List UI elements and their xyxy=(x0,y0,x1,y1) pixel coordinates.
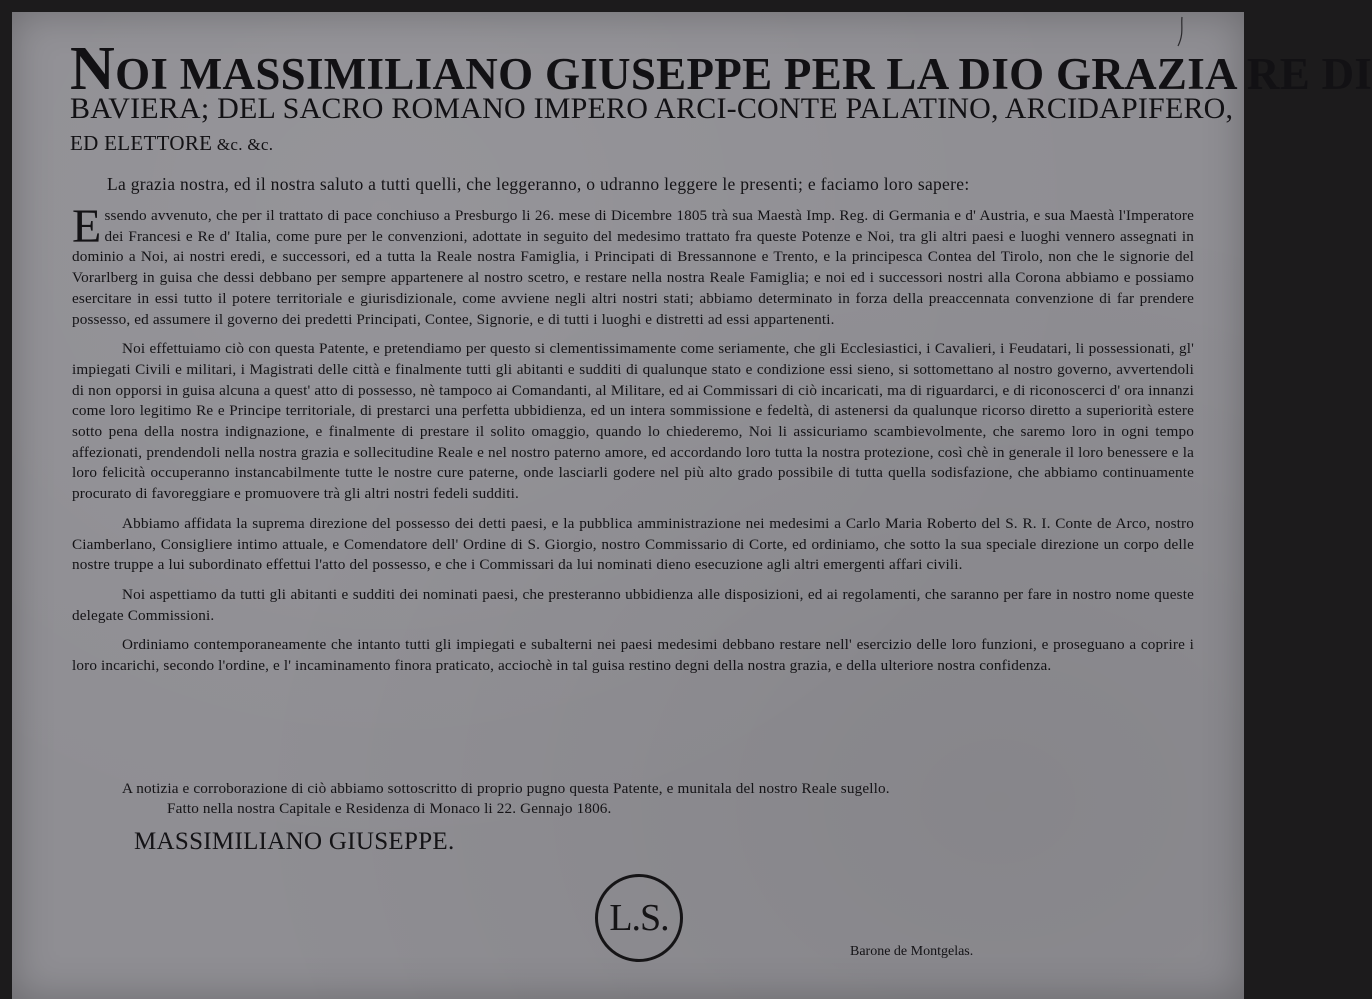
paragraph-4: Noi aspettiamo da tutti gli abitanti e sudditi dei nominati paesi, che presteranno ubbidienza alle disposizioni, ed ai regolamenti, che saranno per fare in nostro nome queste delegate Commissioni. xyxy=(72,585,1194,624)
paragraph-5: Ordiniamo contemporaneamente che intanto tutti gli impiegati e subalterni nei paesi medesimi debbano restare nell' esercizio delle loro funzioni, e proseguano a coprire i loro incarichi, secondo l'ordine, e l' incaminamento finora praticato, acciochè in tal guisa restino degni della nostra grazia, e della ulteriore nostra confidenza. xyxy=(72,636,1194,675)
dated-line: Fatto nella nostra Capitale e Residenza di Monaco li 22. Gennajo 1806. xyxy=(167,800,612,817)
royal-signature: MASSIMILIANO GIUSEPPE. xyxy=(134,828,455,855)
document-sheet xyxy=(12,12,1372,999)
title-initial: N xyxy=(70,35,116,103)
title-line-2: BAVIERA; DEL SACRO ROMANO IMPERO ARCI-CONTE PALATINO, ARCIDAPIFERO, xyxy=(70,92,1234,125)
paragraph-1-text: ssendo avvenuto, che per il trattato di pace conchiuso a Presburgo li 26. mese di Dicembre 1805 trà sua Maestà Imp. Reg. di Germania e d' Austria, e sua Maestà l'Imperatore dei Francesi e Re d' Italia, come pure per le convenzioni, adottate in seguito del medesimo trattato fra queste Potenze e Noi, tra gli altri paesi e luoghi vennero assegnati in dominio a Noi, ai nostri eredi, e successori, ed a tutta la Reale nostra Famiglia, i Principati di Bressannone e Trento, e la principesca Contea del Tirolo, non che le signorie del Vorarlberg in guisa che dessi debbano per sempre appartenere al nostro scetro, e restare nella nostra Reale Famiglia; e noi ed i successori nostri alla Corona abbiamo e possiamo esercitare in essi tutto il potere territoriale e giurisdizionale, come avviene negli altri nostri stati; abbiamo determinato in forza della preaccennata convenzione di far prendere possesso, ed assumere il governo dei predetti Principati, Contee, Signorie, e di tutti i luoghi e distretti ad essi appartenenti. xyxy=(72,207,1194,328)
title-line-3-tail: &c. &c. xyxy=(212,135,274,154)
ink-mark-icon xyxy=(1172,16,1188,50)
title-line-1-text: OI MASSIMILIANO GIUSEPPE PER LA DIO GRAZIA RE DI xyxy=(115,49,1372,99)
paragraph-1 xyxy=(72,200,1194,330)
closing-line: A notizia e corroborazione di ciò abbiamo sottoscritto di proprio pugno questa Patente, e munitala del nostro Reale sugello. xyxy=(122,780,890,797)
title-line-3-main: ED ELETTORE xyxy=(70,131,213,155)
title-line-3 xyxy=(70,131,273,156)
countersignature: Barone de Montgelas. xyxy=(850,944,974,959)
salutation: La grazia nostra, ed il nostra saluto a tutti quelli, che leggeranno, o udranno leggere le presenti; e faciamo loro sapere: xyxy=(107,174,970,194)
paragraph-1-drop-cap: E xyxy=(72,200,102,253)
paragraph-3: Abbiamo affidata la suprema direzione del possesso dei detti paesi, e la pubblica amministrazione nei medesimi a Carlo Maria Roberto del S. R. I. Conte de Arco, nostro Ciamberlano, Consigliere intimo attuale, e Comendatore dell' Ordine di S. Giorgio, nostro Commissario di Corte, ed ordiniamo, che sotto la sua speciale direzione un corpo delle nostre truppe a lui subordinato effettui l'atto del possesso, e che i Commissari da lui nominati dieno esecuzione agli altri emergenti affari civili. xyxy=(72,514,1194,574)
seal-circle xyxy=(595,874,683,962)
decree-body xyxy=(72,200,1194,686)
seal-text: L.S. xyxy=(609,897,669,939)
paragraph-2: Noi effettuiamo ciò con questa Patente, e pretendiamo per questo si clementissimamente come seriamente, che gli Ecclesiastici, i Cavalieri, i Feudatari, li possessionati, gl' impiegati Civili e militari, i Magistrati delle città e finalmente tutti gli abitanti e sudditi di qualunque stato e condizione essi sieno, si sottomettano al nostro governo, avvertendoli di non opporsi in guisa alcuna a quest' atto di possesso, nè tampoco ai Comandanti, al Militare, ed ai Commissari di ciò incaricati, ma di riguardarci, e di riconoscerci d' ora innanzi come loro legitimo Re e Principe territoriale, di prestarci una perfetta ubbidienza, ed un intera sommissione e fedeltà, di astenersi da qualunque ricorso diretto a superiorità estere sotto pena della nostra indignazione, e finalmente di prestare il solito omaggio, quando lo chiederemo, Noi li assicuriamo scambievolmente, che saremo loro in ogni tempo affezionati, prendendoli nella nostra grazia e sollecitudine Reale e nel nostro paterno amore, ed accordando loro tutta la nostra protezione, così chè in generale il loro benessere e la loro felicità occuperanno instancabilmente tutte le nostre cure paterne, onde lasciarli godere nel più alto grado possibile di tutta quella sodisfazione, che abbiamo continuamente procurato di favoreggiare e promuovere trà gli altri nostri fedeli sudditi. xyxy=(72,340,1194,503)
